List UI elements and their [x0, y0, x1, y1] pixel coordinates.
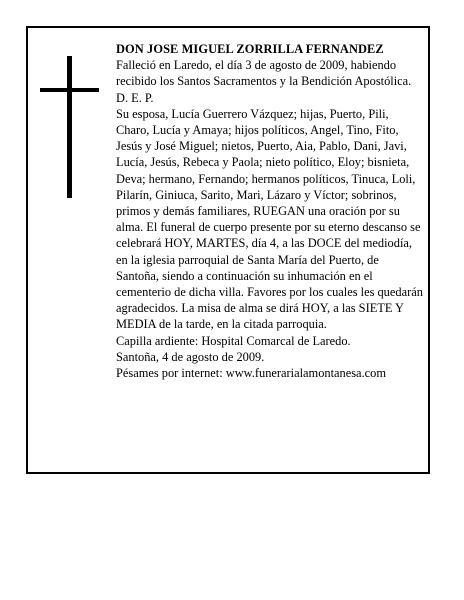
- cross-vertical-bar: [67, 56, 72, 198]
- death-info: Falleció en Laredo, el día 3 de agosto de 2009, habiendo recibido los Santos Sacramentos y la Bendición Apostólica.: [116, 58, 412, 89]
- rip-line: D. E. P.: [116, 90, 154, 105]
- cross-horizontal-bar: [40, 88, 99, 92]
- obituary-notice: [26, 26, 430, 474]
- deceased-name: DON JOSE MIGUEL ZORRILLA FERNANDEZ: [116, 42, 384, 56]
- condolences-line: Pésames por internet: www.funerarialamontanesa.com: [116, 366, 386, 381]
- family-paragraph: Su esposa, Lucía Guerrero Vázquez; hijas, Puerto, Pili, Charo, Lucía y Amaya; hijos políticos, Angel, Tino, Fito, Jesús y José Miguel; nietos, Puerto, Aia, Pablo, Dani, Javi, Lucía, Jesús, Rebeca y Paola; nieto político, Eloy; bisnieta, Deva; hermano, Fernando; hermanos políticos, Tinuca, Loli, Pilarín, Giniuca, Sarito, Mari, Lázaro y Víctor; sobrinos, primos y demás familiares, RUEGAN una oración por su alma. El funeral de cuerpo presente por su eterno descanso se celebrará HOY, MARTES, día 4, a las DOCE del mediodía, en la iglesia parroquial de Santa María del Puerto, de Santoña, siendo a continuación su inhumación en el cementerio de dicha villa. Favores por los cuales les quedarán agradecidos. La misa de alma se dirá HOY, a las SIETE Y MEDIA de la tarde, en la citada parroquia.: [116, 106, 423, 332]
- notice-text: [116, 41, 424, 381]
- place-date-line: Santoña, 4 de agosto de 2009.: [116, 349, 265, 364]
- chapel-line: Capilla ardiente: Hospital Comarcal de Laredo.: [116, 333, 351, 348]
